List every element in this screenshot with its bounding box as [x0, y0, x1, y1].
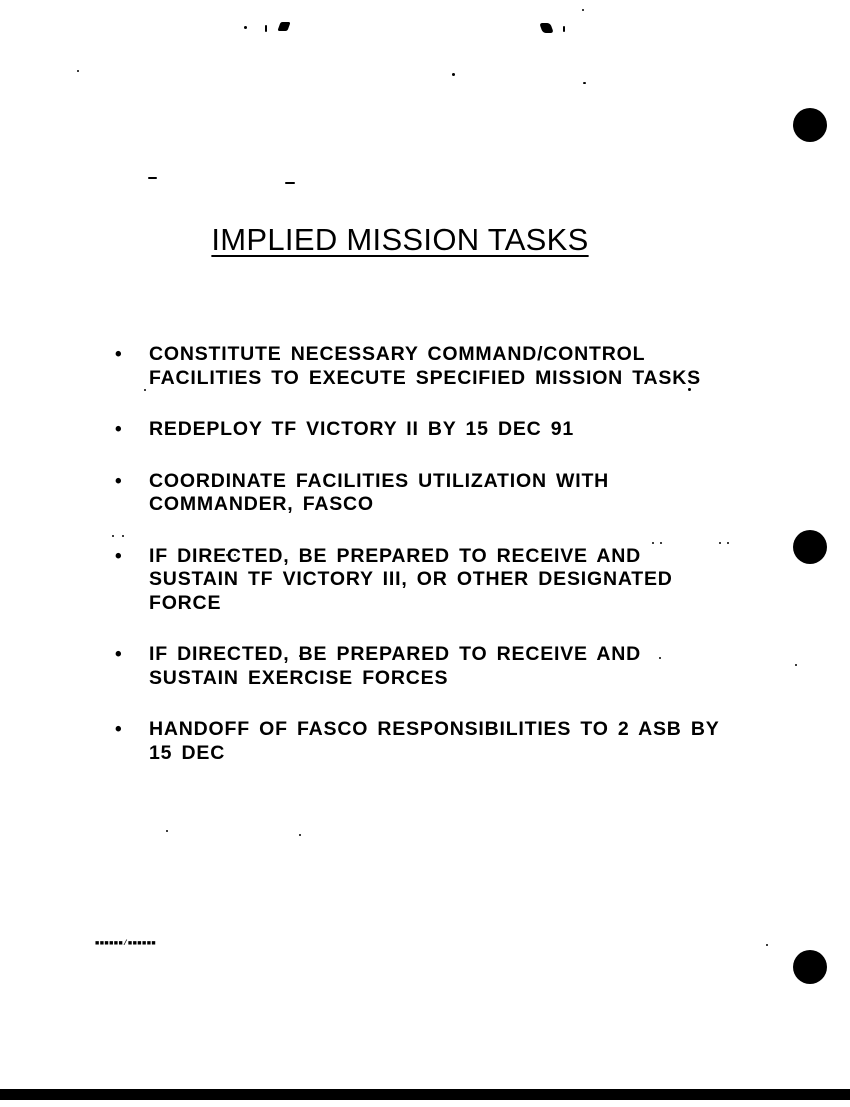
- bullet-icon: •: [115, 470, 123, 492]
- scan-speck: [582, 9, 584, 11]
- scan-speck: [795, 664, 797, 666]
- bullet-icon: •: [115, 344, 123, 365]
- scan-speck: [265, 25, 267, 32]
- list-item: [113, 718, 733, 765]
- task-text: CONSTITUTE NECESSARY COMMAND/CONTROL FACILITIES TO EXECUTE SPECIFIED MISSION TASKS: [149, 343, 701, 389]
- bullet-icon: •: [115, 419, 123, 440]
- bullet-icon: •: [115, 644, 123, 665]
- scan-speck: [583, 82, 586, 84]
- task-text: COORDINATE FACILITIES UTILIZATION WITH COMMANDER, FASCO: [149, 469, 610, 515]
- list-item: [113, 545, 733, 616]
- page-title: IMPLIED MISSION TASKS: [211, 222, 589, 257]
- scan-bottom-border: [0, 1089, 850, 1100]
- scan-speck: [299, 834, 301, 836]
- scan-speck: [244, 26, 247, 29]
- bullet-icon: •: [115, 719, 123, 740]
- scan-speck: [539, 23, 554, 33]
- punch-hole-top: [793, 108, 827, 142]
- list-item: [113, 470, 733, 517]
- task-text: REDEPLOY TF VICTORY II BY 15 DEC 91: [149, 418, 575, 440]
- scan-speck: [148, 177, 157, 179]
- task-list: [113, 343, 733, 765]
- scan-speck: [277, 22, 290, 31]
- list-item: [113, 643, 733, 690]
- bullet-icon: •: [115, 545, 123, 567]
- scan-speck: [285, 182, 295, 184]
- document-code: ■■■■■■/■■■■■■: [95, 940, 157, 948]
- list-item: [113, 418, 733, 442]
- scan-speck: [452, 73, 455, 76]
- task-text: IF DIRECTED, BE PREPARED TO RECEIVE AND SUSTAIN TF VICTORY III, OR OTHER DESIGNATED FORCE: [149, 544, 673, 614]
- scan-speck: [766, 944, 768, 946]
- task-text: HANDOFF OF FASCO RESPONSIBILITIES TO 2 ASB BY 15 DEC: [149, 718, 720, 764]
- scan-speck: [563, 26, 565, 32]
- list-item: [113, 343, 733, 390]
- scan-speck: [77, 70, 79, 72]
- punch-hole-middle: [793, 530, 827, 564]
- punch-hole-bottom: [793, 950, 827, 984]
- task-text: IF DIRECTED, BE PREPARED TO RECEIVE AND SUSTAIN EXERCISE FORCES: [149, 643, 641, 689]
- scan-speck: [166, 830, 168, 832]
